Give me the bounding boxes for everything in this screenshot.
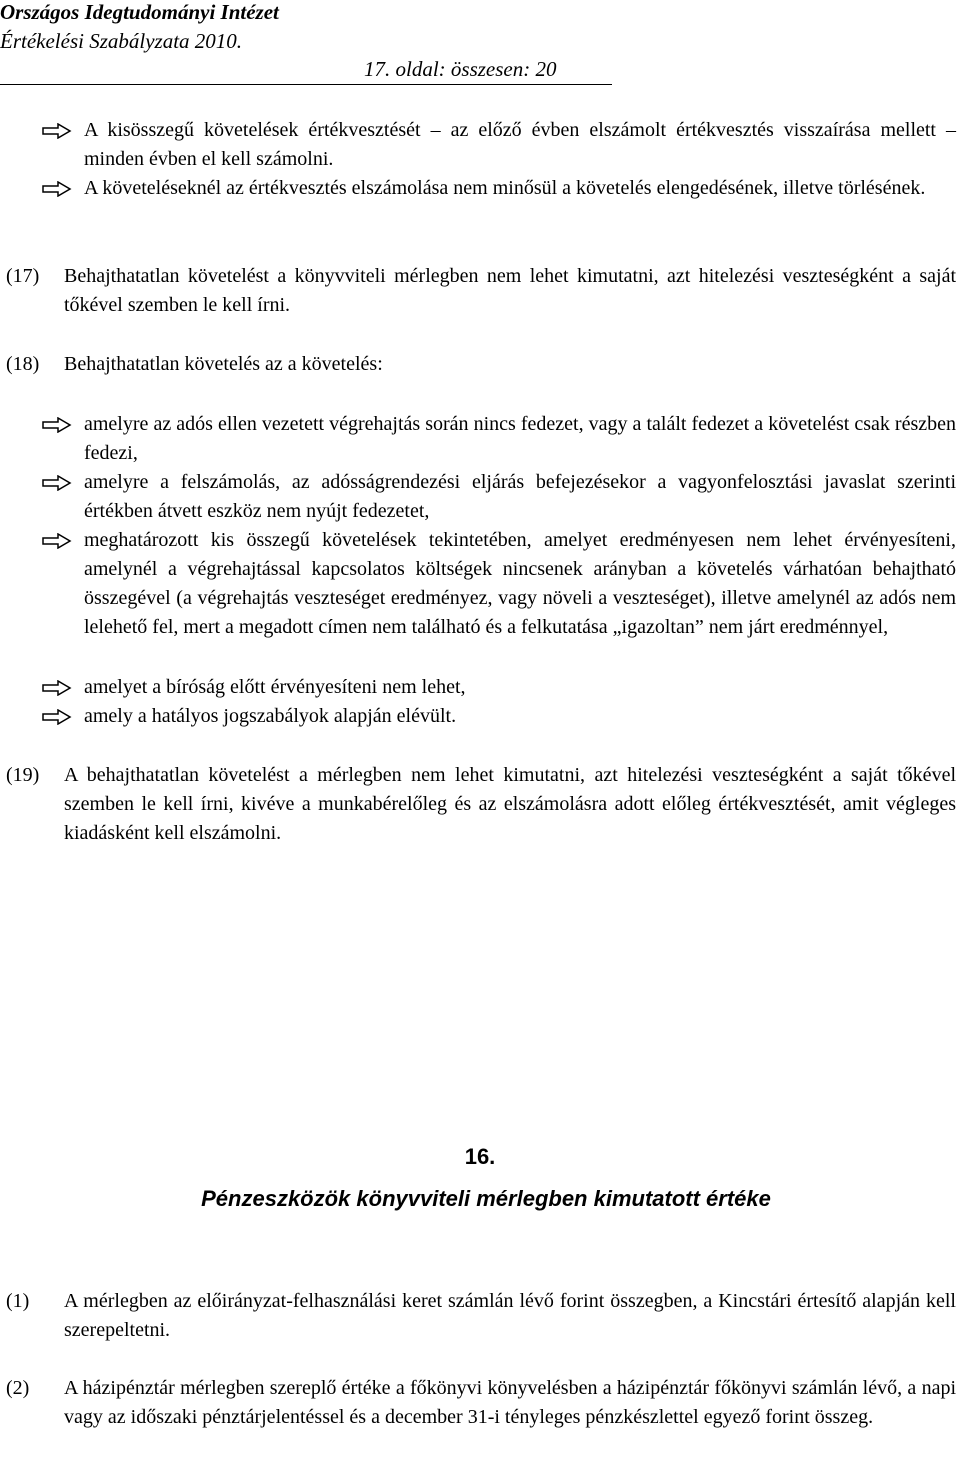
paragraph-number: (1)	[6, 1290, 30, 1312]
bullet-text: A követeléseknél az értékvesztés elszámolása nem minősül a követelés elengedésének, illetve törlésének.	[84, 177, 926, 199]
bullet-text: amely a hatályos jogszabályok alapján elévült.	[84, 705, 457, 727]
outline-right-arrow-icon	[42, 181, 72, 197]
page-info: 17. oldal: összesen: 20	[364, 57, 557, 81]
bullet-item	[42, 116, 956, 174]
paragraph-text: A házipénztár mérlegben szereplő értéke a főkönyvi könyvelésben a házipénztár főkönyvi számlán lévő, a napi vagy az időszaki pénztárjelentéssel és a december 31-i tényleges pénzkészlettel egyező forint összeg.	[64, 1377, 956, 1428]
paragraph-text: Behajthatatlan követelést a könyvviteli mérlegben nem lehet kimutatni, azt hitelezési veszteségként a saját tőkével szemben le kell írni.	[64, 265, 956, 316]
paragraph-number: (17)	[6, 265, 40, 287]
paragraph-18	[6, 350, 956, 379]
bullet-text: A kisösszegű követelések értékvesztését – az előző évben elszámolt értékvesztés visszaírása mellett – minden évben el kell számolni.	[84, 119, 956, 170]
bullet-item	[42, 702, 956, 731]
outline-right-arrow-icon	[42, 533, 72, 549]
paragraph-text: A behajthatatlan követelést a mérlegben nem lehet kimutatni, azt hitelezési veszteségként a saját tőkével szemben le kell írni, kivéve a munkabérelőleg és az elszámolásra adott előleg értékvesztését, amit végleges kiadásként kell elszámolni.	[64, 764, 956, 844]
section-number: 16.	[464, 1144, 496, 1169]
bullet-text: meghatározott kis összegű követelések tekintetében, amelyet eredményesen nem lehet érvényesíteni, amelynél a végrehajtással kapcsolatos költségek nincsenek arányban a követelés várhatóan behajtható összegével (a végrehajtás veszteséget eredményez, vagy növeli a veszteséget), illetve amelynél az adós nem lelehető fel, mert a megadott címen nem található és a felkutatása „igazoltan” nem járt eredménnyel,	[84, 529, 956, 638]
paragraph-number: (19)	[6, 764, 40, 786]
bullet-item	[42, 526, 956, 642]
paragraph-17	[6, 262, 956, 320]
outline-right-arrow-icon	[42, 475, 72, 491]
bullet-text: amelyre az adós ellen vezetett végrehajtás során nincs fedezet, vagy a talált fedezet a követelést csak részben fedezi,	[84, 413, 956, 464]
paragraph-number: (18)	[6, 353, 40, 375]
section-paragraph-1	[6, 1287, 956, 1345]
organization-name: Országos Idegtudományi Intézet	[0, 0, 279, 24]
section-paragraph-2	[6, 1374, 956, 1432]
outline-right-arrow-icon	[42, 709, 72, 725]
bullet-item	[42, 468, 956, 526]
paragraph-number: (2)	[6, 1377, 30, 1399]
section-title: Pénzeszközök könyvviteli mérlegben kimutatott értéke	[201, 1186, 771, 1211]
paragraph-text: A mérlegben az előirányzat-felhasználási keret számlán lévő forint összegben, a Kincstári értesítő alapján kell szerepeltetni.	[64, 1290, 956, 1341]
regulation-title: Értékelési Szabályzata 2010.	[0, 29, 243, 53]
bullet-item	[42, 174, 956, 203]
bullet-item	[42, 673, 956, 702]
outline-right-arrow-icon	[42, 680, 72, 696]
outline-right-arrow-icon	[42, 417, 72, 433]
outline-right-arrow-icon	[42, 123, 72, 139]
header-divider	[0, 84, 612, 85]
bullet-text: amelyet a bíróság előtt érvényesíteni nem lehet,	[84, 676, 466, 698]
bullet-item	[42, 410, 956, 468]
paragraph-19	[6, 761, 956, 848]
bullet-text: amelyre a felszámolás, az adósságrendezési eljárás befejezésekor a vagyonfelosztási javaslat szerinti értékben átvett eszköz nem nyújt fedezetet,	[84, 471, 956, 522]
paragraph-text: Behajthatatlan követelés az a követelés:	[64, 353, 383, 375]
